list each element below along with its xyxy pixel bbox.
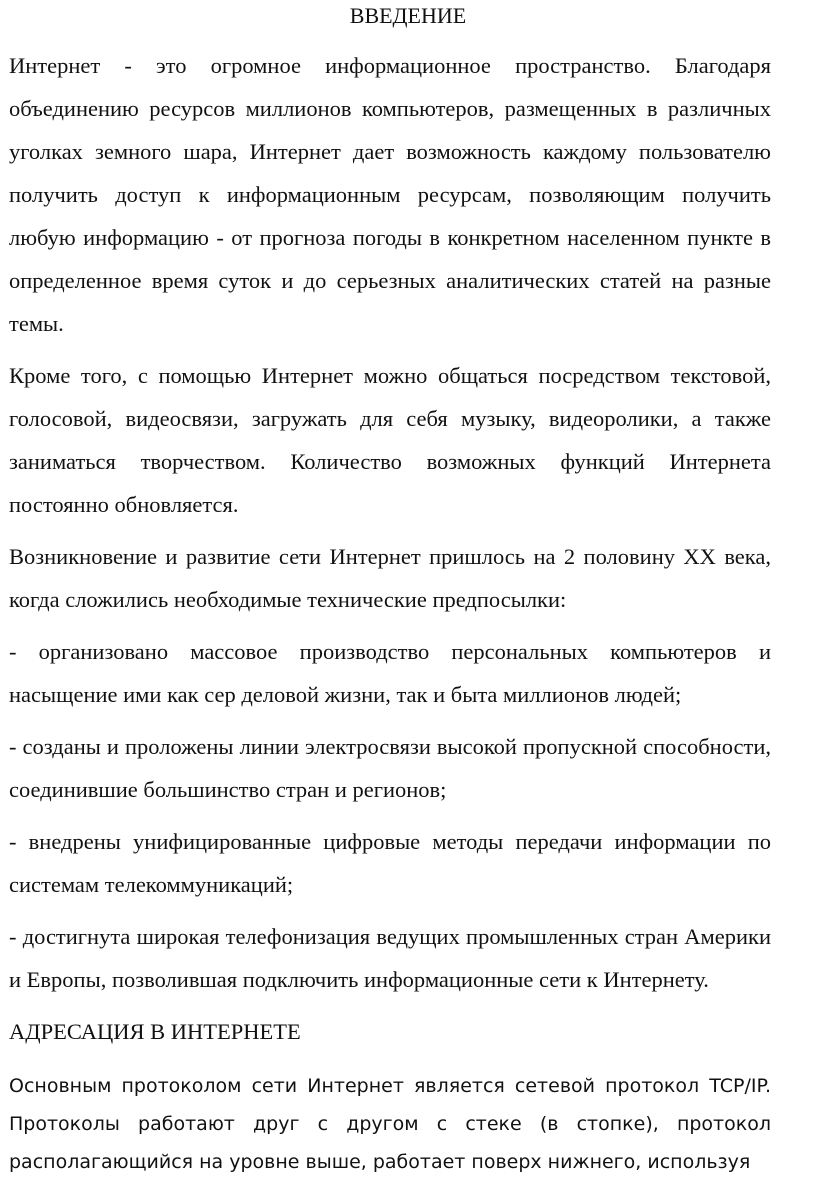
list-item-lines: - созданы и проложены линии электросвязи высокой пропускной способности, соединившие большинство стран и регионов;	[9, 734, 771, 802]
list-item-digital-methods: - внедрены унифицированные цифровые методы передачи информации по системам телекоммуникаций;	[9, 829, 771, 897]
section-paragraph: Основным протоколом сети Интернет является сетевой протокол TCP/IP. Протоколы работают друг с другом с стеке (в стопке), протокол располагающийся на уровне выше, работает поверх нижнего, используя	[9, 1075, 771, 1173]
list-item-telephonization: - достигнута широкая телефонизация ведущих промышленных стран Америки и Европы, позволившая подключить информационные сети к Интернету.	[9, 924, 771, 992]
page-title: ВВЕДЕНИЕ	[349, 3, 467, 28]
intro-paragraph: Интернет - это огромное информационное пространство. Благодаря объединению ресурсов миллионов компьютеров, размещенных в различных уголках земного шара, Интернет дает возможность каждому пользователю получить доступ к информационным ресурсам, позволяющим получить любую информацию - от прогноза погоды в конкретном населенном пункте в определенное время суток и до серьезных аналитических статей на разные темы.	[9, 53, 771, 336]
document-body	[9, 44, 771, 1190]
history-paragraph: Возникновение и развитие сети Интернет пришлось на 2 половину XX века, когда сложились необходимые технические предпосылки:	[9, 544, 771, 612]
section-title: АДРЕСАЦИЯ В ИНТЕРНЕТЕ	[9, 1019, 301, 1044]
communication-paragraph: Кроме того, с помощью Интернет можно общаться посредством текстовой, голосовой, видеосвязи, загружать для себя музыку, видеоролики, а также заниматься творчеством. Количество возможных функций Интернета постоянно обновляется.	[9, 363, 771, 517]
list-item-computers: - организовано массовое производство персональных компьютеров и насыщение ими как сер деловой жизни, так и быта миллионов людей;	[9, 639, 771, 707]
